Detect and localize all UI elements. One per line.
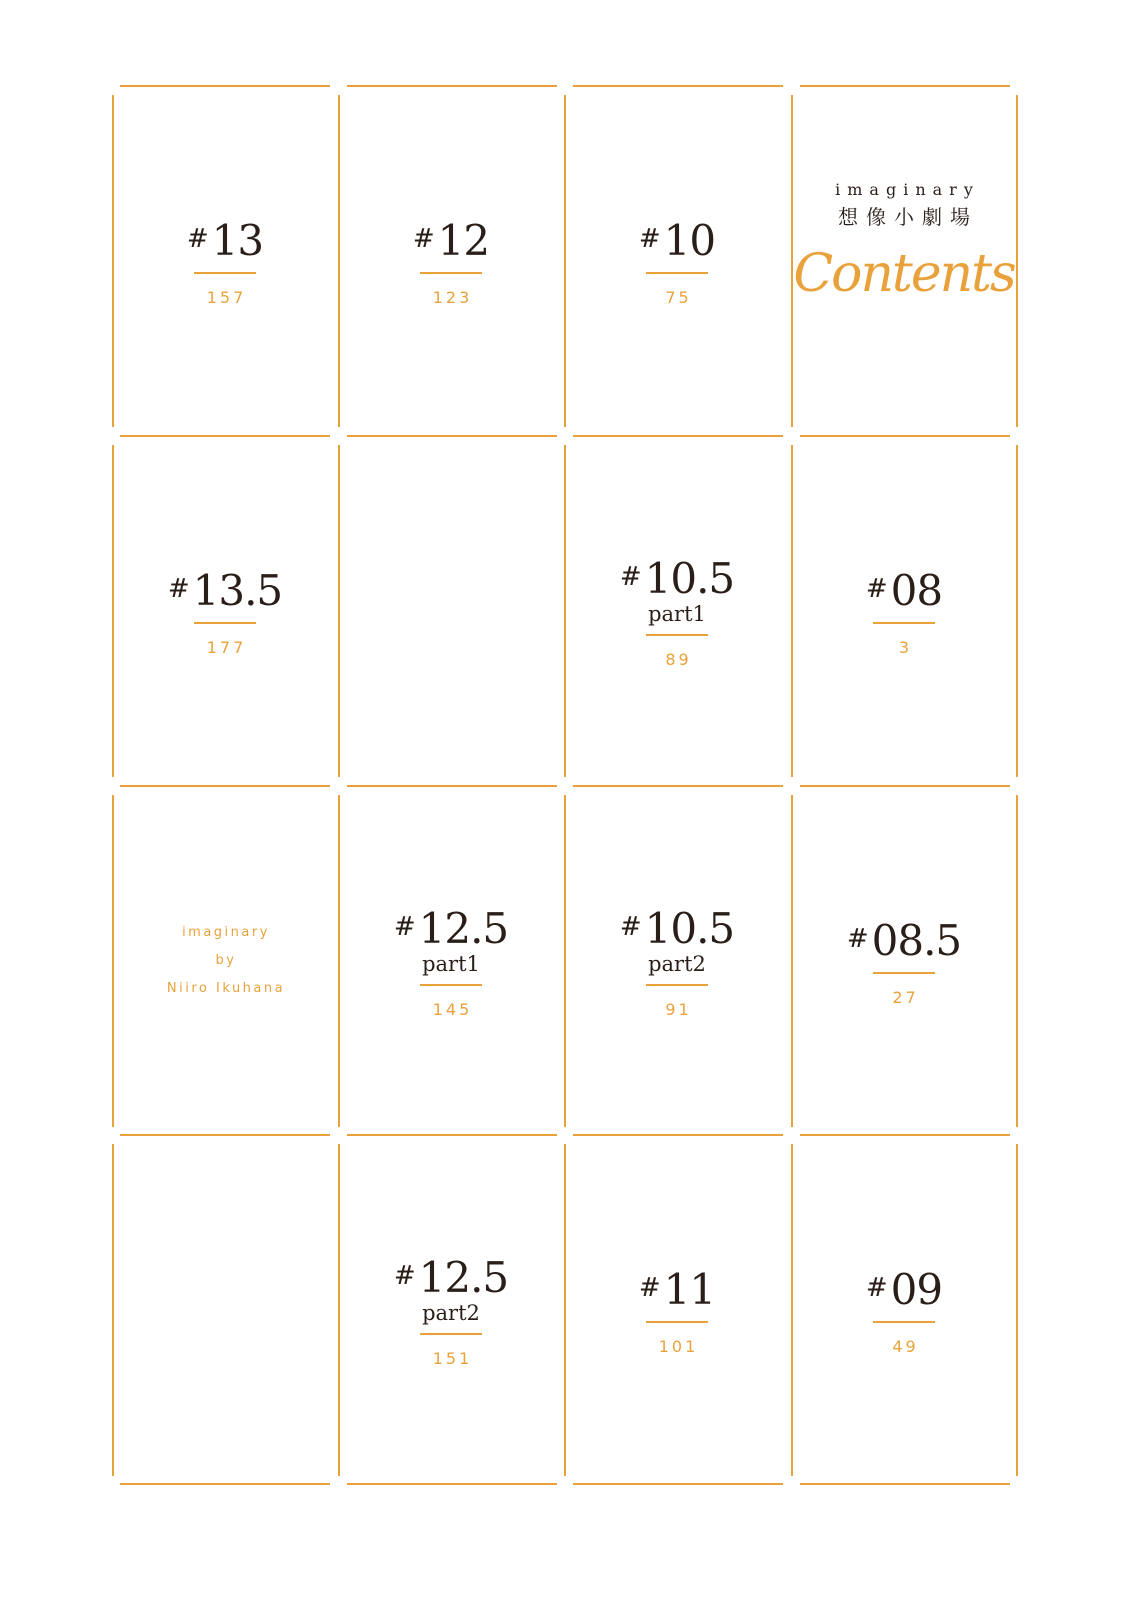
- divider: [420, 984, 482, 986]
- divider: [194, 272, 256, 274]
- grid-line: [112, 795, 114, 1127]
- toc-entry[interactable]: [796, 440, 1012, 782]
- page-number: 157: [206, 287, 247, 307]
- page-number: 145: [432, 999, 473, 1019]
- grid-line: [573, 1483, 783, 1485]
- toc-entry[interactable]: [569, 90, 785, 432]
- grid-line: [1016, 1144, 1018, 1476]
- episode-number: #10.5: [619, 903, 735, 953]
- empty-cell: [343, 440, 559, 782]
- episode-number: #10: [638, 215, 716, 265]
- toc-entry[interactable]: [569, 790, 785, 1132]
- episode-number: #12: [412, 215, 490, 265]
- empty-cell: [117, 1139, 333, 1481]
- divider: [873, 972, 935, 974]
- divider: [420, 1333, 482, 1335]
- grid-line: [347, 1483, 557, 1485]
- grid-line: [800, 1483, 1010, 1485]
- grid-line: [564, 95, 566, 427]
- grid-line: [112, 95, 114, 427]
- grid-line: [120, 435, 330, 437]
- grid-line: [564, 1144, 566, 1476]
- toc-entry[interactable]: [796, 1139, 1012, 1481]
- grid-line: [800, 1134, 1010, 1136]
- grid-line: [338, 445, 340, 777]
- divider: [420, 272, 482, 274]
- toc-entry[interactable]: [343, 790, 559, 1132]
- episode-number: #12.5: [393, 903, 509, 953]
- divider: [646, 634, 708, 636]
- page-number: 101: [658, 1336, 699, 1356]
- page-number: 27: [892, 987, 919, 1007]
- grid-line: [791, 795, 793, 1127]
- grid-line: [112, 1144, 114, 1476]
- toc-entry[interactable]: [117, 90, 333, 432]
- grid-line: [564, 795, 566, 1127]
- credit-line: by: [215, 953, 237, 968]
- grid-line: [573, 785, 783, 787]
- page-number: 123: [432, 287, 473, 307]
- toc-entry[interactable]: [343, 1139, 559, 1481]
- grid-line: [573, 435, 783, 437]
- page-number: 177: [206, 637, 247, 657]
- grid-line: [1016, 795, 1018, 1127]
- author-credit: [117, 790, 333, 1132]
- grid-line: [112, 445, 114, 777]
- contents-heading: Contents: [793, 244, 1015, 304]
- grid-line: [347, 85, 557, 87]
- grid-line: [800, 785, 1010, 787]
- page-number: 91: [665, 999, 692, 1019]
- episode-part: part1: [422, 951, 480, 976]
- grid-line: [120, 1134, 330, 1136]
- grid-line: [1016, 445, 1018, 777]
- toc-entry[interactable]: [569, 440, 785, 782]
- episode-number: #13: [186, 215, 264, 265]
- episode-number: #13.5: [167, 565, 283, 615]
- episode-part: part2: [648, 951, 706, 976]
- toc-entry[interactable]: [117, 440, 333, 782]
- episode-part: part2: [422, 1300, 480, 1325]
- episode-number: #08.5: [846, 915, 962, 965]
- grid-line: [791, 1144, 793, 1476]
- grid-line: [800, 435, 1010, 437]
- divider: [194, 622, 256, 624]
- toc-entry[interactable]: [569, 1139, 785, 1481]
- grid-line: [347, 1134, 557, 1136]
- episode-number: #12.5: [393, 1252, 509, 1302]
- episode-number: #09: [865, 1264, 943, 1314]
- divider: [873, 622, 935, 624]
- grid-line: [791, 445, 793, 777]
- episode-number: #11: [638, 1264, 716, 1314]
- grid-line: [800, 85, 1010, 87]
- grid-line: [338, 1144, 340, 1476]
- author-name: Niiro Ikuhana: [166, 981, 286, 996]
- page-number: 151: [432, 1348, 473, 1368]
- brand-title-en: imaginary: [835, 180, 980, 199]
- contents-title-block: [793, 90, 1015, 432]
- episode-number: #08: [865, 565, 943, 615]
- grid-line: [120, 85, 330, 87]
- grid-line: [347, 785, 557, 787]
- divider: [646, 984, 708, 986]
- toc-entry[interactable]: [796, 790, 1012, 1132]
- divider: [873, 1321, 935, 1323]
- page-number: 49: [892, 1336, 919, 1356]
- grid-line: [347, 435, 557, 437]
- page-number: 3: [898, 637, 913, 657]
- brand-title-jp: 想像小劇場: [838, 205, 978, 229]
- grid-line: [120, 785, 330, 787]
- grid-line: [338, 95, 340, 427]
- grid-line: [573, 85, 783, 87]
- episode-number: #10.5: [619, 553, 735, 603]
- page-number: 75: [665, 287, 692, 307]
- toc-entry[interactable]: [343, 90, 559, 432]
- grid-line: [573, 1134, 783, 1136]
- page-number: 89: [665, 649, 692, 669]
- grid-line: [564, 445, 566, 777]
- credit-line: imaginary: [182, 925, 270, 940]
- grid-line: [338, 795, 340, 1127]
- divider: [646, 272, 708, 274]
- episode-part: part1: [648, 601, 706, 626]
- grid-line: [120, 1483, 330, 1485]
- divider: [646, 1321, 708, 1323]
- grid-line: [1016, 95, 1018, 427]
